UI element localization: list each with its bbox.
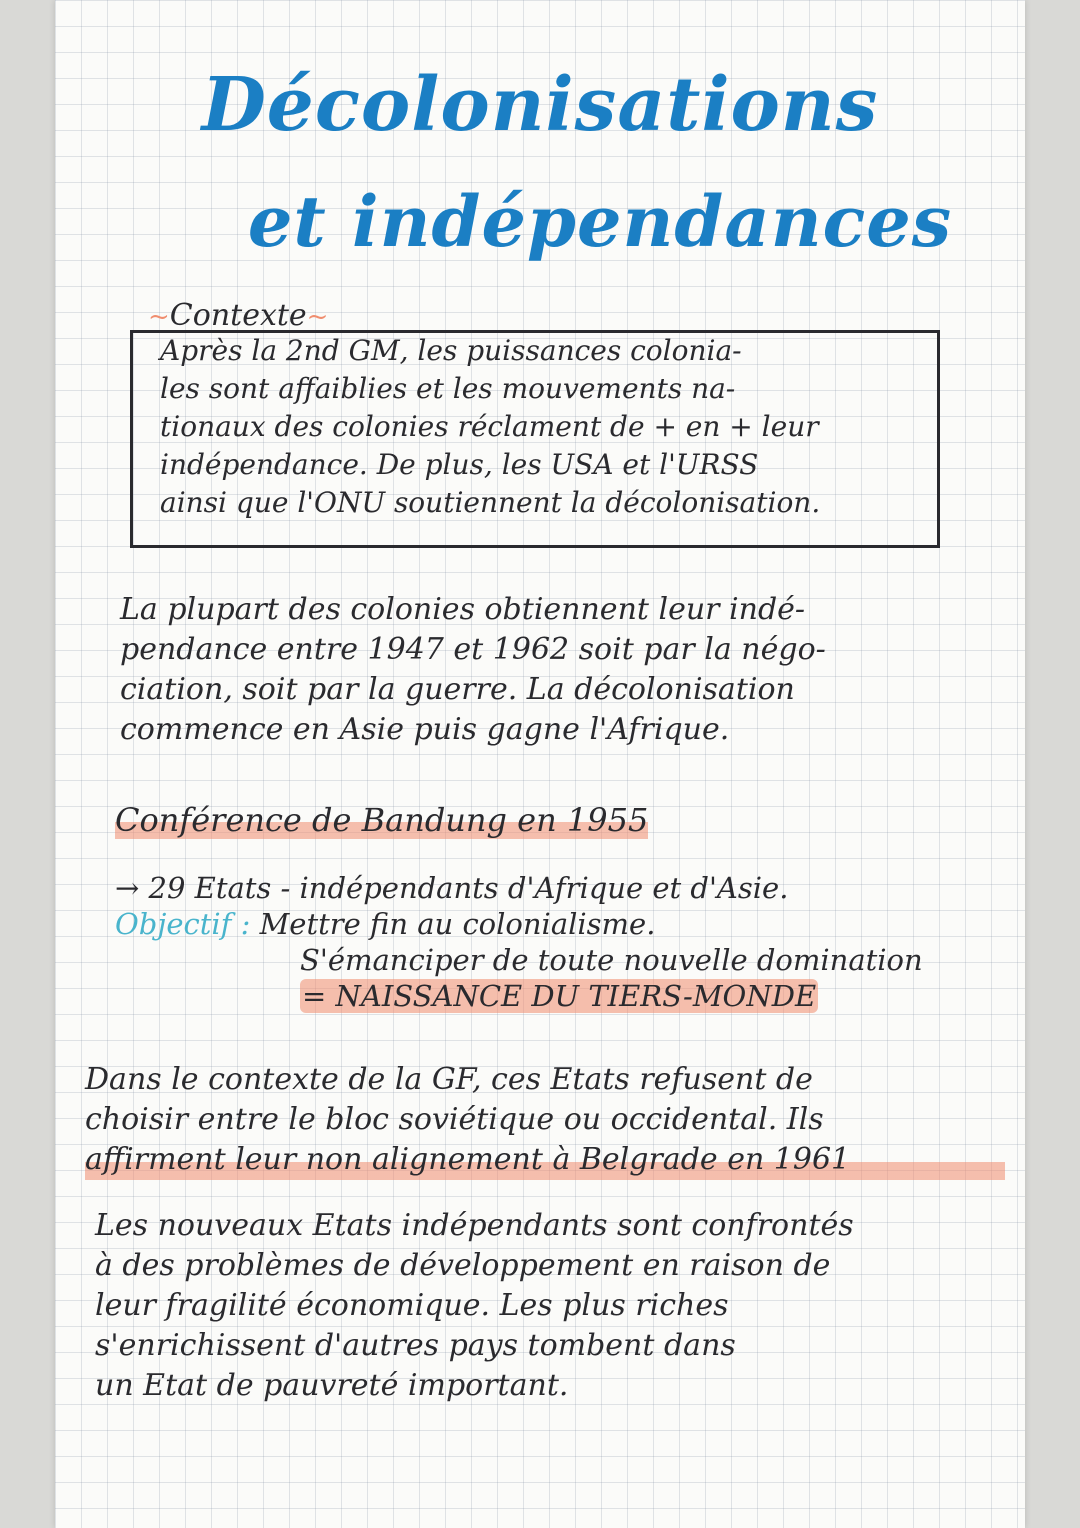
paragraph-line: leur fragilité économique. Les plus riches (95, 1288, 729, 1323)
arrow-icon: → (115, 871, 140, 905)
title-line-2: et indépendances (247, 180, 953, 263)
objectif-label: Objectif : (115, 907, 251, 941)
context-line: Après la 2nd GM, les puissances colonia- (160, 334, 742, 367)
title-line-1: Décolonisations (201, 62, 879, 148)
bandung-states-line (115, 870, 995, 906)
paragraph-line: s'enrichissent d'autres pays tombent dans (95, 1328, 736, 1363)
context-label (148, 298, 328, 333)
context-text (160, 332, 930, 522)
tiers-monde-result: = NAISSANCE DU TIERS-MONDE (302, 979, 817, 1013)
objectif-1: Mettre fin au colonialisme. (259, 907, 656, 941)
context-line: les sont affaiblies et les mouvements na- (160, 372, 736, 405)
context-line: ainsi que l'ONU soutiennent la décolonisation. (160, 486, 821, 519)
bandung-heading (115, 800, 815, 840)
paragraph-line: choisir entre le bloc soviétique ou occidental. Ils (85, 1102, 824, 1137)
tiers-monde-line (115, 978, 995, 1014)
paragraph-line: affirment leur non alignement à Belgrade en 1961 (85, 1140, 1005, 1180)
objectif-line (115, 906, 995, 942)
context-line: indépendance. De plus, les USA et l'URSS (160, 448, 759, 481)
paragraph-line: Dans le contexte de la GF, ces Etats refusent de (85, 1062, 813, 1097)
paragraph-line: La plupart des colonies obtiennent leur indé- (120, 592, 806, 627)
wavy-decoration: ~ (148, 302, 170, 332)
bandung-states: 29 Etats - indépendants d'Afrique et d'Asie. (148, 871, 789, 905)
paragraph-decolonisation (120, 590, 960, 750)
paragraph-line: ciation, soit par la guerre. La décolonisation (120, 672, 795, 707)
paragraph-line: à des problèmes de développement en raison de (95, 1248, 831, 1283)
wavy-decoration: ~ (306, 302, 329, 332)
objectif-2: S'émanciper de toute nouvelle domination (300, 943, 923, 977)
bandung-details (115, 870, 995, 1014)
bandung-heading-text: Conférence de Bandung en 1955 (115, 801, 649, 839)
context-line: tionaux des colonies réclament de + en + leur (160, 410, 819, 443)
paragraph-developpement (95, 1206, 995, 1406)
paragraph-line: Les nouveaux Etats indépendants sont confrontés (95, 1208, 854, 1243)
paragraph-line: commence en Asie puis gagne l'Afrique. (120, 712, 730, 747)
paragraph-line: un Etat de pauvreté important. (95, 1368, 569, 1403)
paragraph-non-alignement (85, 1060, 1005, 1180)
paragraph-line: pendance entre 1947 et 1962 soit par la négo- (120, 632, 826, 667)
context-label-text: Contexte (169, 298, 307, 333)
